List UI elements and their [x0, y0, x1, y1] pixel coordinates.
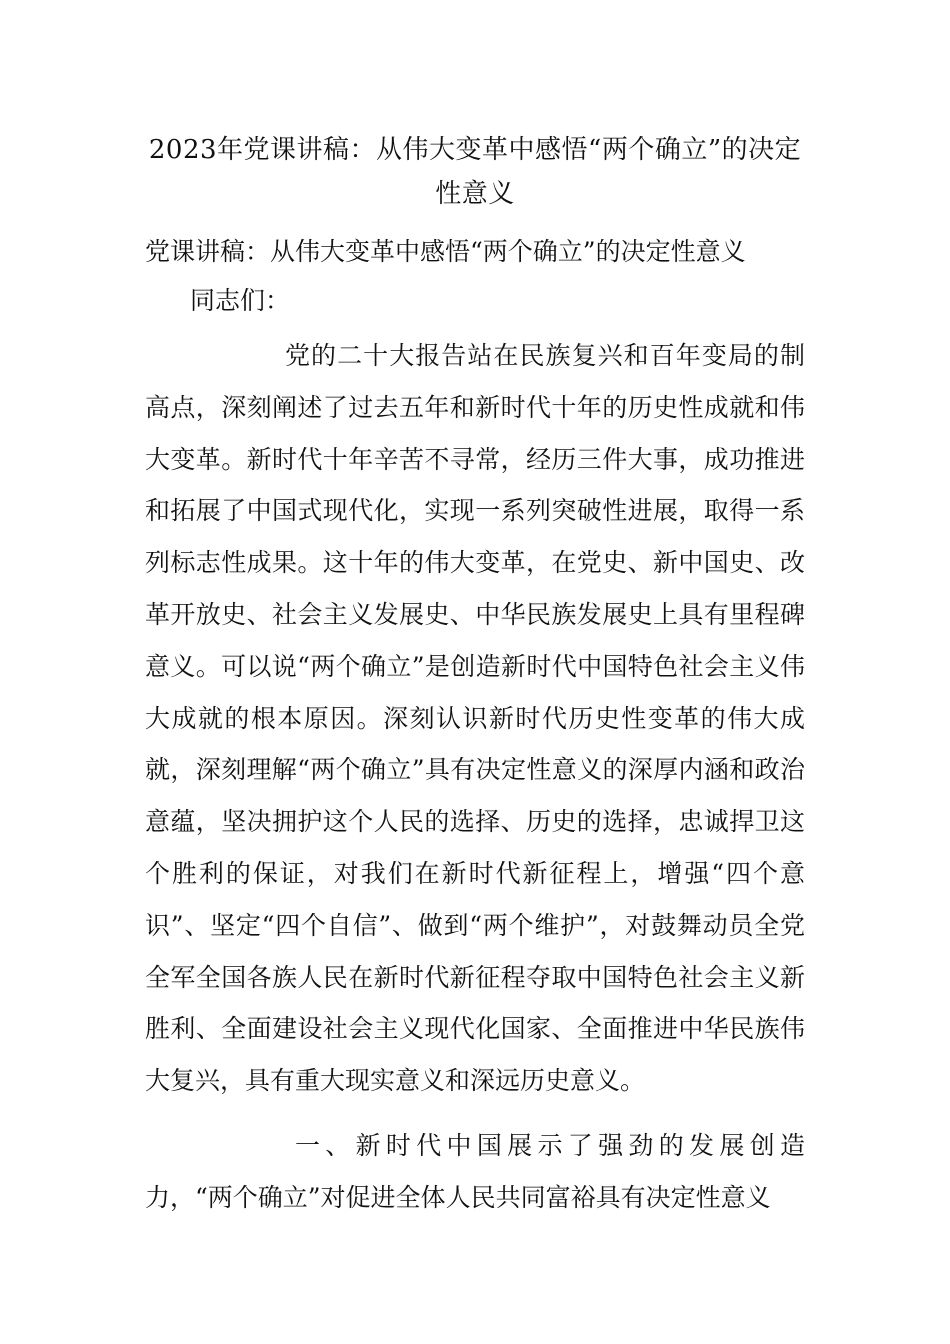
- body-paragraph: 党的二十大报告站在民族复兴和百年变局的制高点，深刻阐述了过去五年和新时代十年的历史性成就和伟大变革。新时代十年辛苦不寻常，经历三件大事，成功推进和拓展了中国式现代化，实现一系列突破性进展，取得一系列标志性成果。这十年的伟大变革，在党史、新中国史、改革开放史、社会主义发展史、中华民族发展史上具有里程碑意义。可以说“两个确立”是创造新时代中国特色社会主义伟大成就的根本原因。深刻认识新时代历史性变革的伟大成就，深刻理解“两个确立”具有决定性意义的深厚内涵和政治意蕴，坚决拥护这个人民的选择、历史的选择，忠诚捍卫这个胜利的保证，对我们在新时代新征程上，增强“四个意识”、坚定“四个自信”、做到“两个维护”，对鼓舞动员全党全军全国各族人民在新时代新征程夺取中国特色社会主义新胜利、全面建设社会主义现代化国家、全面推进中华民族伟大复兴，具有重大现实意义和深远历史意义。: [145, 341, 805, 1096]
- section-heading: 一、新时代中国展示了强劲的发展创造力，“两个确立”对促进全体人民共同富裕具有决定性意义: [145, 1131, 805, 1212]
- document-subtitle: 党课讲稿：从伟大变革中感悟“两个确立”的决定性意义: [145, 237, 746, 266]
- document-title: 2023年党课讲稿：从伟大变革中感悟“两个确立”的决定性意义: [148, 135, 802, 209]
- greeting: 同志们：: [190, 286, 291, 315]
